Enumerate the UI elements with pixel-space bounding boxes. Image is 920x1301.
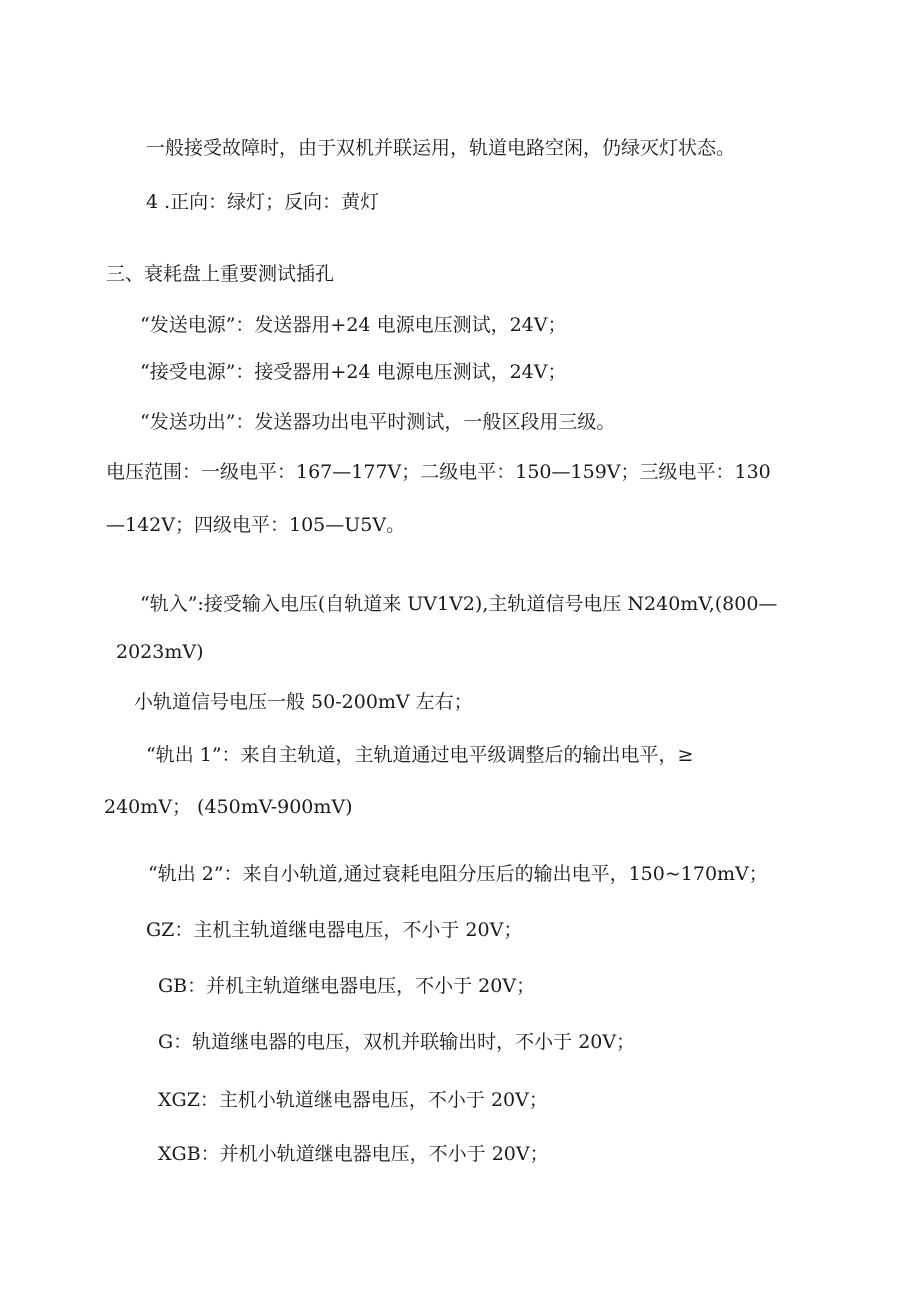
voltage-range-line-1: 电压范围：一级电平：167—177V；二级电平：150—159V；三级电平：130	[106, 461, 771, 483]
relay-gz: GZ：主机主轨道继电器电压，不小于 20V；	[146, 919, 523, 941]
track-input-range: 2023mV)	[116, 641, 204, 663]
list-item-signal-lights: 4 .正向：绿灯；反向：黄灯	[146, 191, 380, 213]
test-jack-track-output-1: “轨出 1”：来自主轨道，主轨道通过电平级调整后的输出电平，≥	[146, 744, 694, 766]
relay-xgb: XGB：并机小轨道继电器电压，不小于 20V；	[158, 1143, 549, 1165]
track-output-1-range: 240mV； (450mV-900mV)	[104, 796, 353, 818]
test-jack-track-input: “轨入”:接受输入电压(自轨道来 UV1V2),主轨道信号电压 N240mV,(800—	[140, 593, 778, 615]
test-jack-send-output: “发送功出”：发送器功出电平时测试，一般区段用三级。	[140, 411, 616, 433]
test-jack-receive-power: “接受电源”：接受器用+24 电源电压测试，24V；	[140, 361, 567, 383]
voltage-range-line-2: —142V；四级电平：105—U5V。	[106, 514, 406, 536]
test-jack-send-power: “发送电源”：发送器用+24 电源电压测试，24V；	[140, 314, 567, 336]
relay-g: G：轨道继电器的电压，双机并联输出时，不小于 20V；	[158, 1031, 636, 1053]
relay-xgz: XGZ：主机小轨道继电器电压，不小于 20V；	[158, 1089, 548, 1111]
paragraph-receiver-fault: 一般接受故障时，由于双机并联运用，轨道电路空闲，仍绿灭灯状态。	[146, 137, 736, 159]
test-jack-track-output-2: “轨出 2”：来自小轨道,通过衰耗电阻分压后的输出电平，150~170mV；	[148, 863, 768, 885]
section-heading: 三、衰耗盘上重要测试插孔	[106, 263, 335, 285]
relay-gb: GB：并机主轨道继电器电压，不小于 20V；	[158, 975, 536, 997]
small-track-voltage: 小轨道信号电压一般 50-200mV 左右；	[134, 691, 473, 713]
